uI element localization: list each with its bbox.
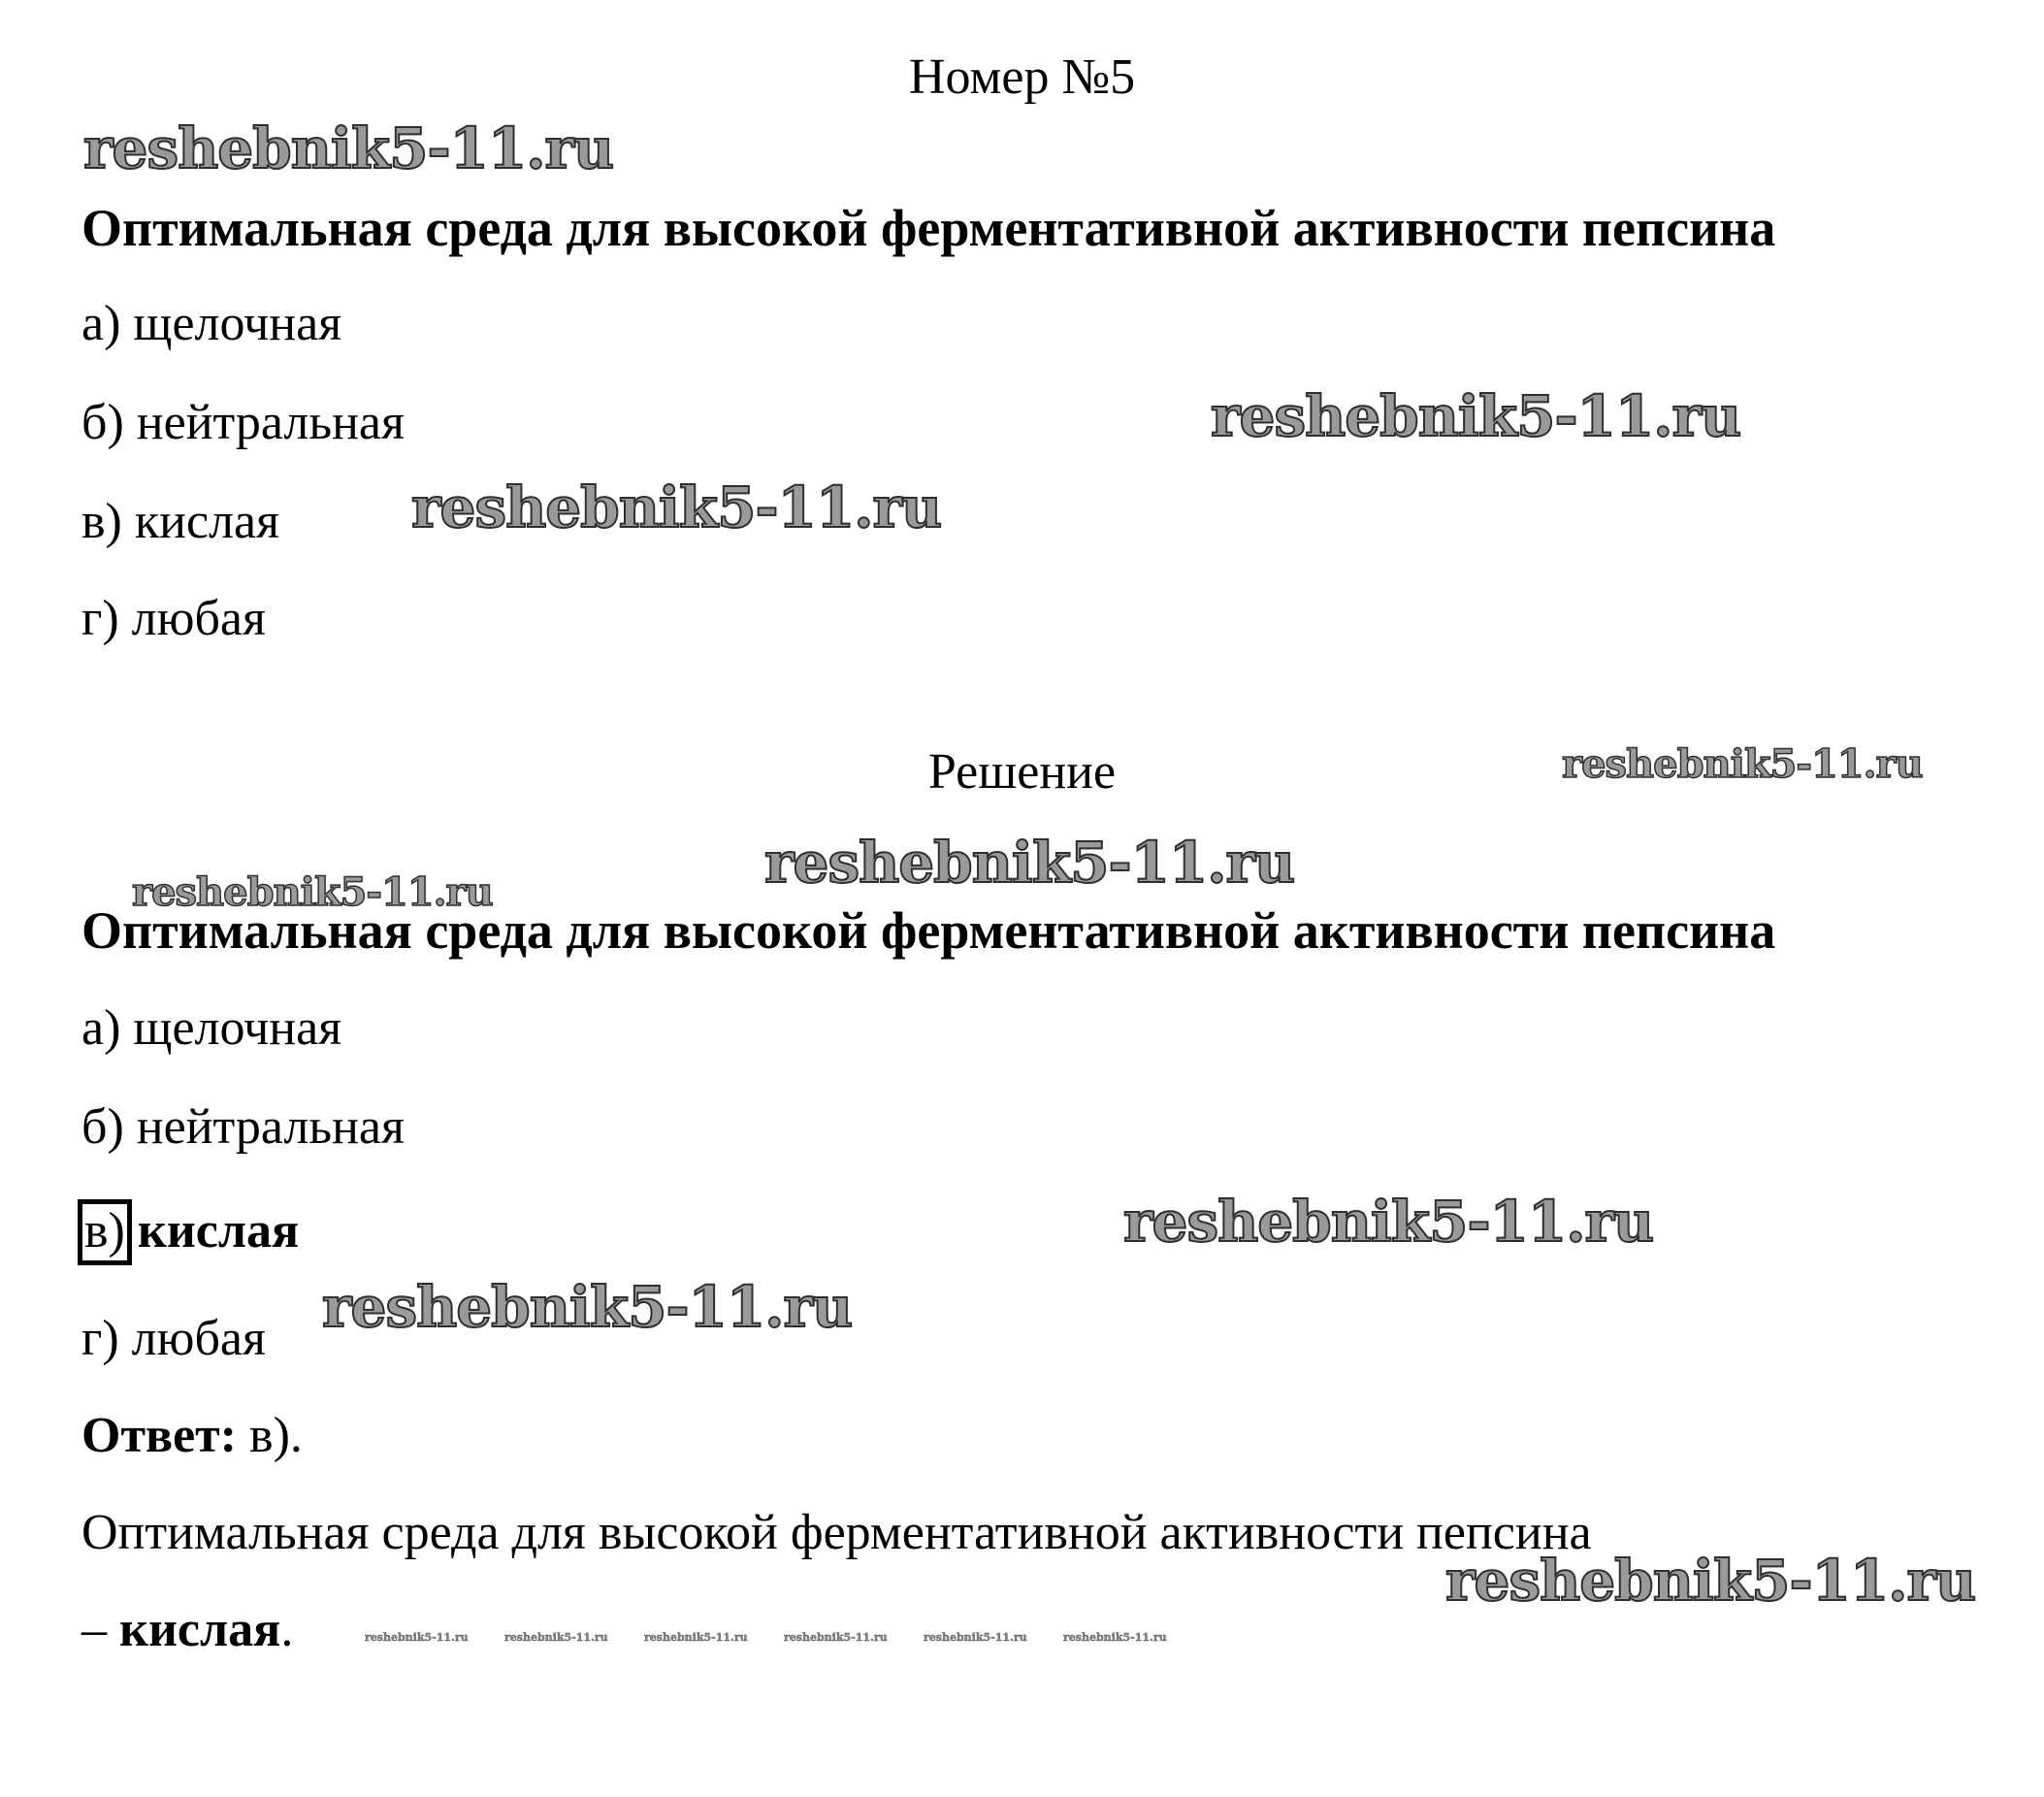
option-c — [81, 494, 279, 549]
solution-option-a-letter: а) — [81, 1000, 121, 1056]
explanation-end: . — [280, 1602, 294, 1657]
explanation-bold: кислая — [119, 1602, 281, 1657]
option-b-text: нейтральная — [136, 395, 405, 450]
solution-option-d-text: любая — [131, 1311, 266, 1366]
watermark-small: reshebnik5-11.ru — [365, 1631, 469, 1644]
explanation-line-1: Оптимальная среда для высокой ферментативной активности пепсина — [81, 1505, 1592, 1560]
solution-option-a-text: щелочная — [133, 1000, 342, 1056]
option-d — [81, 591, 266, 646]
watermark-small: reshebnik5-11.ru — [644, 1631, 748, 1644]
answer-line — [81, 1408, 303, 1463]
option-d-text: любая — [131, 591, 266, 646]
watermark: reshebnik5-11.ru — [1211, 383, 1741, 449]
solution-option-d-letter: г) — [81, 1311, 119, 1366]
page-title: Номер №5 — [908, 49, 1136, 105]
watermark: reshebnik5-11.ru — [1445, 1548, 1976, 1614]
solution-option-a — [81, 1000, 342, 1056]
explanation-line-2 — [81, 1602, 294, 1657]
watermark: reshebnik5-11.ru — [764, 830, 1295, 896]
solution-option-b-letter: б) — [81, 1099, 124, 1155]
answer-value: в). — [249, 1408, 303, 1463]
watermark-small: reshebnik5-11.ru — [504, 1631, 608, 1644]
solution-option-c-selected — [81, 1199, 299, 1265]
explanation-dash: – — [81, 1602, 107, 1657]
solution-option-d — [81, 1311, 266, 1366]
solution-question-text: Оптимальная среда для высокой ферментативной активности пепсина — [81, 901, 1776, 960]
solution-heading: Решение — [927, 744, 1117, 800]
watermark: reshebnik5-11.ru — [132, 869, 493, 915]
solution-option-c-text: кислая — [137, 1203, 300, 1258]
watermark-small: reshebnik5-11.ru — [924, 1631, 1027, 1644]
option-a — [81, 296, 342, 351]
watermark: reshebnik5-11.ru — [1562, 741, 1923, 787]
answer-label: Ответ: — [81, 1408, 238, 1463]
option-c-text: кислая — [134, 494, 279, 549]
option-b-letter: б) — [81, 395, 124, 450]
option-d-letter: г) — [81, 591, 119, 646]
selected-option-box: в) — [78, 1199, 132, 1265]
watermark-small: reshebnik5-11.ru — [1063, 1631, 1167, 1644]
watermark-small: reshebnik5-11.ru — [784, 1631, 888, 1644]
question-text: Оптимальная среда для высокой ферментативной активности пепсина — [81, 199, 1776, 257]
solution-option-b-text: нейтральная — [136, 1099, 405, 1155]
watermark: reshebnik5-11.ru — [1123, 1189, 1654, 1255]
option-c-letter: в) — [81, 494, 122, 549]
watermark: reshebnik5-11.ru — [322, 1274, 853, 1340]
solution-option-b — [81, 1099, 405, 1155]
option-b — [81, 395, 405, 450]
option-a-letter: а) — [81, 296, 121, 351]
watermark: reshebnik5-11.ru — [411, 474, 942, 540]
option-a-text: щелочная — [133, 296, 342, 351]
watermark: reshebnik5-11.ru — [83, 115, 614, 181]
